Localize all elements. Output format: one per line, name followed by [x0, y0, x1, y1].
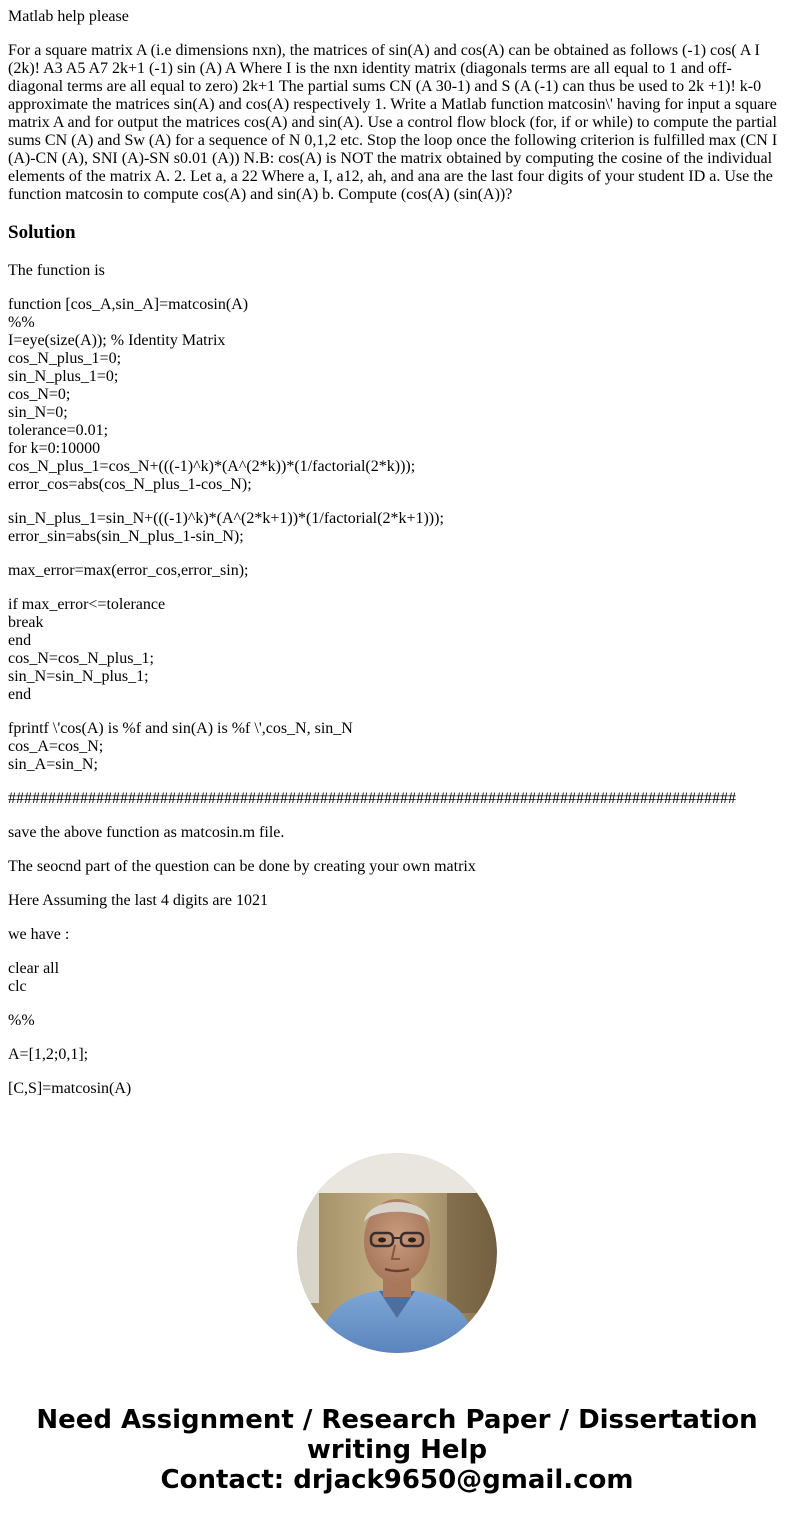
- code-line: cos_N=0;: [8, 386, 71, 403]
- code-line: %%: [8, 1012, 35, 1029]
- assumption-note: Here Assuming the last 4 digits are 1021: [8, 892, 268, 909]
- code-line: A=[1,2;0,1];: [8, 1046, 89, 1063]
- code-line: cos_N_plus_1=0;: [8, 350, 122, 367]
- code-line: error_sin=abs(sin_N_plus_1-sin_N);: [8, 528, 244, 545]
- solution-body: [8, 262, 786, 1098]
- code-line: clc: [8, 978, 27, 995]
- question-body: For a square matrix A (i.e dimensions nxn), the matrices of sin(A) and cos(A) can be obtained as follows (-1) cos( A I (2k)! A3 A5 A7 2k+1 (-1) sin (A) A Where I is the nxn identity matrix (diagonals terms are all equal to 1 and off-diagonal terms are all equal to zero) 2k+1 The partial sums CN (A 30-1) and S (A (-1) can thus be used to 2k +1)! k-0 approximate the matrices sin(A) and cos(A) respectively 1. Write a Matlab function matcosin\' having for input a square matrix A and for output the matrices cos(A) and sin(A). Use a control flow block (for, if or while) to compute the partial sums CN (A) and Sw (A) for a sequence of N 0,1,2 etc. Stop the loop once the following criterion is fulfilled max (CN I (A)-CN (A), SNI (A)-SN s0.01 (A)) N.B: cos(A) is NOT the matrix obtained by computing the cosine of the individual elements of the matrix A. 2. Let a, a 22 Where a, I, a12, ah, and ana are the last four digits of your student ID a. Use the function matcosin to compute cos(A) and sin(A) b. Compute (cos(A) (sin(A))?: [8, 42, 778, 203]
- code-line: sin_A=sin_N;: [8, 756, 98, 773]
- code-line: sin_N=0;: [8, 404, 68, 421]
- code-line: function [cos_A,sin_A]=matcosin(A): [8, 296, 249, 313]
- code-line: cos_A=cos_N;: [8, 738, 104, 755]
- code-block-output: [8, 720, 786, 774]
- code-block-script: [8, 960, 786, 996]
- code-line: for k=0:10000: [8, 440, 101, 457]
- code-line: %%: [8, 314, 35, 331]
- code-line: fprintf \'cos(A) is %f and sin(A) is %f \',cos_N, sin_N: [8, 720, 353, 737]
- second-part-note: The seocnd part of the question can be done by creating your own matrix: [8, 858, 476, 875]
- question-title: Matlab help please: [8, 8, 129, 25]
- code-block-sin: [8, 510, 786, 546]
- code-line: end: [8, 686, 32, 703]
- code-line: sin_N_plus_1=0;: [8, 368, 119, 385]
- document-content: [8, 8, 786, 1098]
- code-line: cos_N_plus_1=cos_N+(((-1)^k)*(A^(2*k))*(1/factorial(2*k)));: [8, 458, 416, 475]
- code-line: cos_N=cos_N_plus_1;: [8, 650, 154, 667]
- code-line: error_cos=abs(cos_N_plus_1-cos_N);: [8, 476, 252, 493]
- contact-email: Contact: drjack9650@gmail.com: [160, 1465, 634, 1495]
- code-line: [C,S]=matcosin(A): [8, 1080, 132, 1097]
- code-block-function: [8, 296, 786, 494]
- solution-heading: Solution: [8, 222, 76, 243]
- banner-line-1: Need Assignment / Research Paper / Dissertation: [36, 1405, 758, 1435]
- code-line: tolerance=0.01;: [8, 422, 109, 439]
- code-line: break: [8, 614, 44, 631]
- separator-line: ###########################################################################################: [8, 790, 736, 807]
- we-have-note: we have :: [8, 926, 70, 943]
- code-block-loop-end: [8, 596, 786, 704]
- code-line: max_error=max(error_cos,error_sin);: [8, 562, 249, 579]
- code-line: clear all: [8, 960, 60, 977]
- code-line: sin_N_plus_1=sin_N+(((-1)^k)*(A^(2*k+1))*(1/factorial(2*k+1)));: [8, 510, 444, 527]
- contact-banner: [0, 1405, 794, 1495]
- code-line: I=eye(size(A)); % Identity Matrix: [8, 332, 226, 349]
- code-line: sin_N=sin_N_plus_1;: [8, 668, 149, 685]
- code-line: if max_error<=tolerance: [8, 596, 166, 613]
- banner-line-2: writing Help: [306, 1435, 488, 1465]
- person-portrait-icon: [297, 1153, 497, 1353]
- save-note: save the above function as matcosin.m file.: [8, 824, 285, 841]
- code-line: end: [8, 632, 32, 649]
- solution-intro: The function is: [8, 262, 105, 279]
